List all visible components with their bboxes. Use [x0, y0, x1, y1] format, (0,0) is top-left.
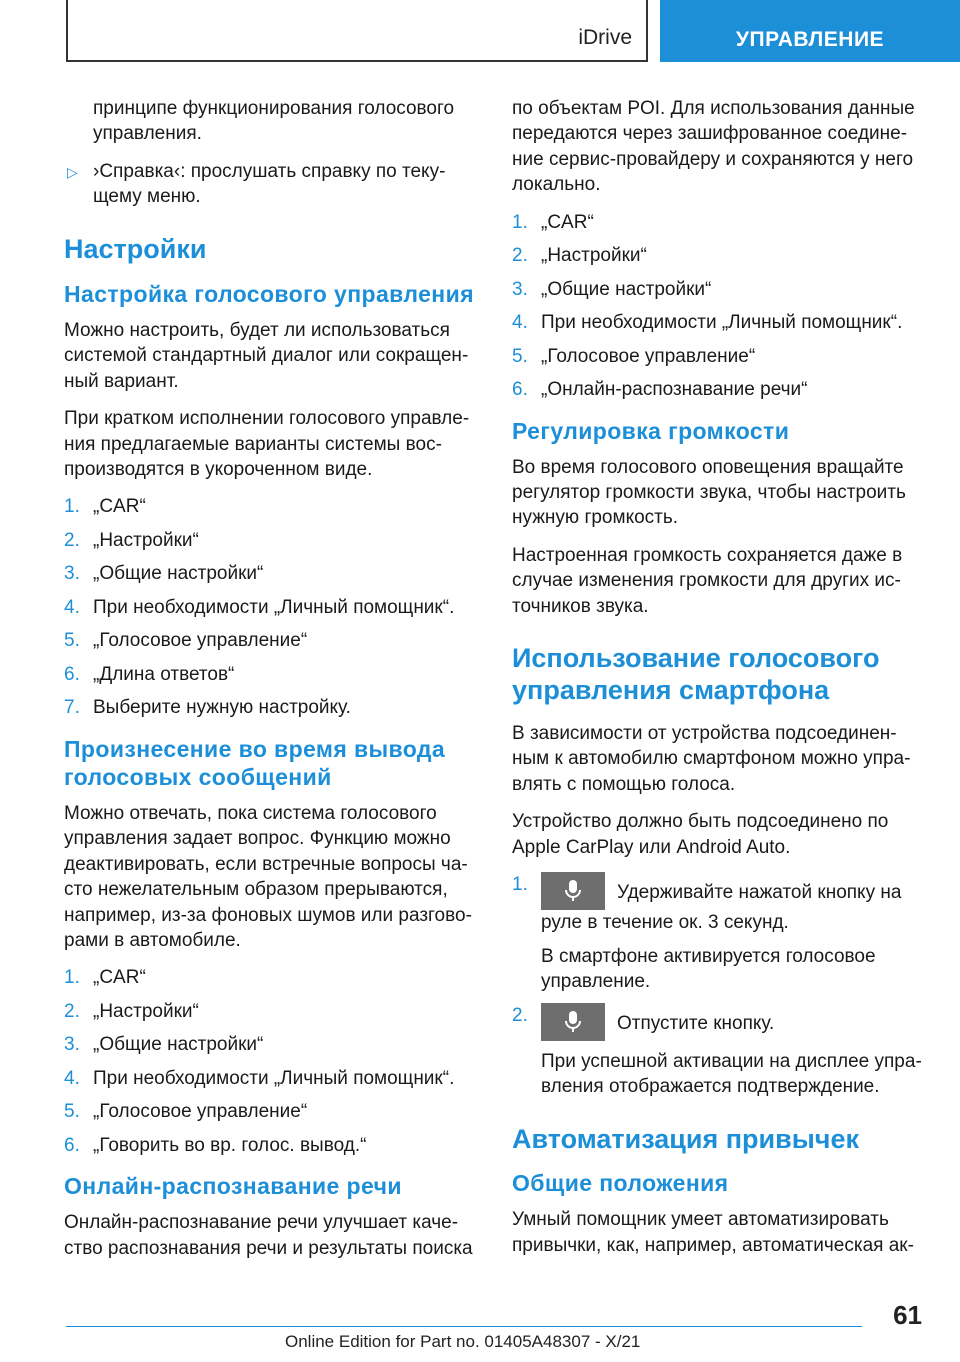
steps-list-4	[512, 872, 924, 1099]
list-item: 4. При необходимости „Личный помощник“.	[64, 1067, 455, 1089]
list-item: 1. „CAR“	[512, 211, 594, 233]
heading-smartphone-voice: Использование голосового управления смартфона	[512, 643, 880, 706]
list-item: 3. „Общие настройки“	[64, 563, 264, 585]
list-item: 6. „Говорить во вр. голос. вывод.“	[64, 1134, 367, 1156]
step-note: В смартфоне активируется голосовое управление.	[541, 945, 876, 993]
list-item: 3. „Общие настройки“	[64, 1034, 264, 1056]
list-item: 4. При необходимости „Личный помощник“.	[512, 312, 903, 334]
list-item: 3. „Общие настройки“	[512, 278, 712, 300]
list-item: 2. „Настройки“	[512, 245, 647, 267]
heading-automation: Автоматизация привычек	[512, 1123, 859, 1154]
paragraph: Умный помощник умеет автоматизировать привычки, как, например, автоматическая ак-	[512, 1209, 914, 1256]
list-item: 5. „Голосовое управление“	[512, 345, 756, 367]
page-number: 61	[893, 1300, 922, 1330]
heading-settings: Настройки	[64, 233, 207, 264]
triangle-bullet-icon: ▷	[67, 163, 78, 180]
footer-edition: Online Edition for Part no. 01405A48307 - X/21	[285, 1332, 641, 1351]
paragraph: Во время голосового оповещения вращайте регулятор громкости звука, чтобы настроить нужную громкость.	[512, 456, 906, 529]
list-item: 6. „Длина ответов“	[64, 663, 235, 685]
steps-list-1	[64, 494, 476, 720]
header-chapter-tab: УПРАВЛЕНИЕ	[660, 0, 960, 62]
heading-volume: Регулировка громкости	[512, 417, 790, 444]
paragraph: При кратком исполнении голосового управления предлагаемые варианты системы воспроизводятся в укороченном виде.	[64, 408, 470, 480]
heading-speaking: Произнесение во время вывода голосовых сообщений	[64, 735, 446, 790]
paragraph: Онлайн-распознавание речи улучшает качество распознавания речи и результаты поиска	[64, 1212, 473, 1259]
paragraph: В зависимости от устройства подсоединенным к автомобилю смартфоном можно управлять с помощью голоса.	[512, 723, 911, 795]
list-item: 5. „Голосовое управление“	[64, 630, 308, 652]
steps-list-2	[64, 965, 476, 1158]
paragraph: Устройство должно быть подсоединено по Apple CarPlay или Android Auto.	[512, 811, 889, 858]
paragraph: по объектам POI. Для использования данные передаются через зашифрованное соединение сервис-провайдеру и сохраняются у него локально.	[512, 98, 915, 196]
step-note: При успешной активации на дисплее управления отображается подтверждение.	[541, 1050, 922, 1098]
header-box	[66, 0, 648, 62]
heading-voice-setting: Настройка голосового управления	[64, 280, 474, 307]
paragraph: принципе функционирования голосового управления.	[93, 98, 455, 145]
right-column	[512, 96, 924, 1270]
microphone-button-icon	[541, 872, 605, 910]
list-item: 5. „Голосовое управление“	[64, 1101, 308, 1123]
header-section-label: iDrive	[578, 26, 632, 49]
footer-divider	[66, 1326, 862, 1327]
paragraph: Можно отвечать, пока система голосового управления задает вопрос. Функцию можно деактивировать, если встречные вопросы часто нежелательным образом прерываются, например, из-за фоновых шумов или разговорами в автомобиле.	[64, 802, 472, 951]
list-item: 2. „Настройки“	[64, 529, 199, 551]
list-item: 7. Выберите нужную настройку.	[64, 697, 351, 719]
bullet-item	[64, 159, 476, 210]
heading-general: Общие положения	[512, 1170, 729, 1197]
paragraph: Настроенная громкость сохраняется даже в случае изменения громкости для других источников звука.	[512, 544, 903, 617]
bullet-text: ›Справка‹: прослушать справку по текущему меню.	[93, 160, 446, 208]
list-item: 2. Отпустите кнопку. При успешной активации на дисплее управления отображается подтверждение.	[512, 1003, 924, 1100]
microphone-button-icon	[541, 1003, 605, 1041]
list-item: 1. Удерживайте нажатой кнопку на руле в течение ок. 3 секунд. В смартфоне активируется голосовое управление.	[512, 872, 924, 994]
paragraph: Можно настроить, будет ли использоваться системой стандартный диалог или сокращенный вариант.	[64, 319, 469, 392]
left-column	[64, 96, 476, 1273]
list-item: 2. „Настройки“	[64, 1000, 199, 1022]
list-item: 4. При необходимости „Личный помощник“.	[64, 596, 455, 618]
list-item: 1. „CAR“	[64, 967, 146, 989]
list-item: 1. „CAR“	[64, 496, 146, 518]
heading-online-recognition: Онлайн-распознавание речи	[64, 1173, 402, 1200]
list-item: 6. „Онлайн-распознавание речи“	[512, 379, 808, 401]
steps-list-3	[512, 210, 924, 403]
